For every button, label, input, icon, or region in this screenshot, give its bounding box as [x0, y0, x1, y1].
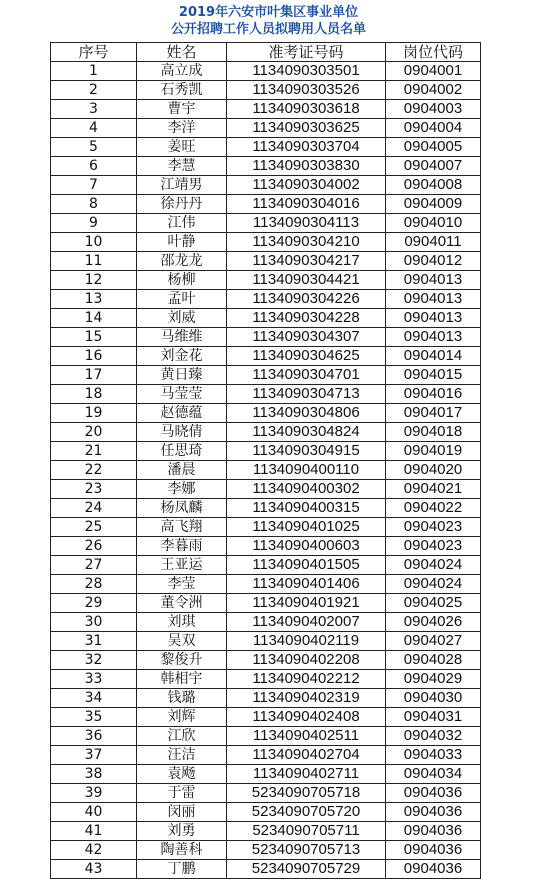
- title-line-1: 2019年六安市叶集区事业单位: [178, 5, 359, 20]
- cell-index: 37: [51, 746, 137, 765]
- cell-name: 杨柳: [137, 271, 227, 290]
- cell-name: 刘金花: [137, 347, 227, 366]
- cell-name: 黎俊升: [137, 651, 227, 670]
- header-post-code: 岗位代码: [386, 43, 481, 62]
- cell-index: 13: [51, 290, 137, 309]
- cell-exam-number: 1134090400302: [227, 480, 386, 499]
- table-row: [51, 651, 481, 670]
- cell-name: 杨凤麟: [137, 499, 227, 518]
- cell-post-code: 0904003: [386, 100, 481, 119]
- table-row: [51, 290, 481, 309]
- cell-exam-number: 1134090304713: [227, 385, 386, 404]
- cell-post-code: 0904026: [386, 613, 481, 632]
- table-row: [51, 62, 481, 81]
- cell-exam-number: 5234090705729: [227, 860, 386, 879]
- table-row: [51, 461, 481, 480]
- cell-post-code: 0904036: [386, 860, 481, 879]
- cell-index: 39: [51, 784, 137, 803]
- table-row: [51, 347, 481, 366]
- cell-name: 任思琦: [137, 442, 227, 461]
- cell-exam-number: 1134090401406: [227, 575, 386, 594]
- table-row: [51, 157, 481, 176]
- cell-name: 邵龙龙: [137, 252, 227, 271]
- table-row: [51, 746, 481, 765]
- table-row: [51, 100, 481, 119]
- table-row: [51, 575, 481, 594]
- cell-post-code: 0904008: [386, 176, 481, 195]
- cell-exam-number: 1134090402212: [227, 670, 386, 689]
- table-row: [51, 632, 481, 651]
- table-row: [51, 404, 481, 423]
- cell-name: 于雷: [137, 784, 227, 803]
- table-row: [51, 822, 481, 841]
- cell-post-code: 0904017: [386, 404, 481, 423]
- cell-index: 38: [51, 765, 137, 784]
- cell-index: 41: [51, 822, 137, 841]
- cell-index: 22: [51, 461, 137, 480]
- table-row: [51, 81, 481, 100]
- cell-name: 刘辉: [137, 708, 227, 727]
- cell-exam-number: 1134090304701: [227, 366, 386, 385]
- document-title: [0, 4, 537, 38]
- cell-index: 42: [51, 841, 137, 860]
- cell-index: 18: [51, 385, 137, 404]
- cell-name: 马维维: [137, 328, 227, 347]
- cell-exam-number: 1134090402711: [227, 765, 386, 784]
- cell-name: 闵丽: [137, 803, 227, 822]
- cell-exam-number: 1134090304824: [227, 423, 386, 442]
- table-row: [51, 138, 481, 157]
- cell-name: 李莹: [137, 575, 227, 594]
- cell-index: 9: [51, 214, 137, 233]
- cell-post-code: 0904005: [386, 138, 481, 157]
- cell-index: 6: [51, 157, 137, 176]
- cell-post-code: 0904028: [386, 651, 481, 670]
- table-row: [51, 233, 481, 252]
- cell-exam-number: 5234090705713: [227, 841, 386, 860]
- cell-post-code: 0904001: [386, 62, 481, 81]
- cell-exam-number: 1134090304307: [227, 328, 386, 347]
- cell-index: 32: [51, 651, 137, 670]
- cell-name: 刘勇: [137, 822, 227, 841]
- cell-exam-number: 1134090303618: [227, 100, 386, 119]
- cell-post-code: 0904011: [386, 233, 481, 252]
- cell-exam-number: 1134090401025: [227, 518, 386, 537]
- cell-post-code: 0904025: [386, 594, 481, 613]
- table-row: [51, 765, 481, 784]
- cell-name: 叶静: [137, 233, 227, 252]
- cell-index: 8: [51, 195, 137, 214]
- cell-post-code: 0904014: [386, 347, 481, 366]
- cell-index: 11: [51, 252, 137, 271]
- title-line-2: 公开招聘工作人员拟聘用人员名单: [170, 22, 366, 37]
- cell-index: 25: [51, 518, 137, 537]
- header-exam-number: 准考证号码: [227, 43, 386, 62]
- table-row: [51, 708, 481, 727]
- table-row: [51, 537, 481, 556]
- cell-index: 24: [51, 499, 137, 518]
- cell-post-code: 0904023: [386, 537, 481, 556]
- cell-post-code: 0904022: [386, 499, 481, 518]
- cell-name: 李娜: [137, 480, 227, 499]
- table-row: [51, 803, 481, 822]
- cell-exam-number: 1134090400603: [227, 537, 386, 556]
- cell-post-code: 0904013: [386, 271, 481, 290]
- cell-index: 33: [51, 670, 137, 689]
- cell-index: 29: [51, 594, 137, 613]
- cell-name: 吴双: [137, 632, 227, 651]
- table-row: [51, 480, 481, 499]
- cell-exam-number: 1134090402208: [227, 651, 386, 670]
- table-row: [51, 689, 481, 708]
- table-row: [51, 252, 481, 271]
- cell-post-code: 0904016: [386, 385, 481, 404]
- cell-exam-number: 5234090705720: [227, 803, 386, 822]
- cell-name: 江欣: [137, 727, 227, 746]
- cell-index: 30: [51, 613, 137, 632]
- cell-name: 徐丹丹: [137, 195, 227, 214]
- cell-exam-number: 1134090402511: [227, 727, 386, 746]
- table-row: [51, 385, 481, 404]
- cell-index: 4: [51, 119, 137, 138]
- cell-index: 7: [51, 176, 137, 195]
- cell-post-code: 0904024: [386, 556, 481, 575]
- cell-post-code: 0904004: [386, 119, 481, 138]
- cell-post-code: 0904033: [386, 746, 481, 765]
- cell-name: 陶善科: [137, 841, 227, 860]
- cell-post-code: 0904031: [386, 708, 481, 727]
- cell-index: 21: [51, 442, 137, 461]
- cell-index: 2: [51, 81, 137, 100]
- cell-exam-number: 1134090303526: [227, 81, 386, 100]
- cell-post-code: 0904021: [386, 480, 481, 499]
- cell-exam-number: 1134090304217: [227, 252, 386, 271]
- cell-index: 28: [51, 575, 137, 594]
- cell-exam-number: 1134090402704: [227, 746, 386, 765]
- cell-post-code: 0904013: [386, 309, 481, 328]
- cell-name: 董令洲: [137, 594, 227, 613]
- cell-name: 王亚运: [137, 556, 227, 575]
- cell-index: 3: [51, 100, 137, 119]
- cell-post-code: 0904036: [386, 784, 481, 803]
- cell-name: 潘晨: [137, 461, 227, 480]
- cell-index: 1: [51, 62, 137, 81]
- cell-name: 马莹莹: [137, 385, 227, 404]
- cell-exam-number: 1134090304210: [227, 233, 386, 252]
- cell-index: 5: [51, 138, 137, 157]
- cell-post-code: 0904036: [386, 822, 481, 841]
- cell-name: 丁鹏: [137, 860, 227, 879]
- table-row: [51, 328, 481, 347]
- table-row: [51, 119, 481, 138]
- table-row: [51, 784, 481, 803]
- cell-index: 27: [51, 556, 137, 575]
- cell-index: 26: [51, 537, 137, 556]
- table-row: [51, 442, 481, 461]
- cell-index: 12: [51, 271, 137, 290]
- cell-index: 16: [51, 347, 137, 366]
- cell-name: 钱璐: [137, 689, 227, 708]
- cell-exam-number: 1134090400110: [227, 461, 386, 480]
- cell-post-code: 0904012: [386, 252, 481, 271]
- cell-exam-number: 1134090401505: [227, 556, 386, 575]
- cell-index: 31: [51, 632, 137, 651]
- cell-index: 43: [51, 860, 137, 879]
- cell-post-code: 0904007: [386, 157, 481, 176]
- cell-name: 曹宇: [137, 100, 227, 119]
- table-row: [51, 423, 481, 442]
- cell-post-code: 0904010: [386, 214, 481, 233]
- cell-exam-number: 1134090304016: [227, 195, 386, 214]
- cell-post-code: 0904018: [386, 423, 481, 442]
- cell-exam-number: 1134090303501: [227, 62, 386, 81]
- header-index: 序号: [51, 43, 137, 62]
- cell-post-code: 0904013: [386, 328, 481, 347]
- cell-exam-number: 5234090705718: [227, 784, 386, 803]
- cell-name: 孟叶: [137, 290, 227, 309]
- cell-exam-number: 1134090303830: [227, 157, 386, 176]
- cell-post-code: 0904032: [386, 727, 481, 746]
- cell-name: 黄日臻: [137, 366, 227, 385]
- cell-post-code: 0904019: [386, 442, 481, 461]
- table-row: [51, 176, 481, 195]
- cell-name: 韩相宇: [137, 670, 227, 689]
- cell-name: 马晓倩: [137, 423, 227, 442]
- cell-name: 高立成: [137, 62, 227, 81]
- table-row: [51, 366, 481, 385]
- table-row: [51, 670, 481, 689]
- cell-post-code: 0904015: [386, 366, 481, 385]
- cell-post-code: 0904027: [386, 632, 481, 651]
- header-name: 姓名: [137, 43, 227, 62]
- table-row: [51, 860, 481, 879]
- cell-exam-number: 1134090304806: [227, 404, 386, 423]
- table-row: [51, 841, 481, 860]
- table-row: [51, 214, 481, 233]
- cell-exam-number: 1134090402408: [227, 708, 386, 727]
- cell-index: 40: [51, 803, 137, 822]
- cell-exam-number: 1134090304226: [227, 290, 386, 309]
- cell-post-code: 0904023: [386, 518, 481, 537]
- table-row: [51, 556, 481, 575]
- table-body: [51, 62, 481, 879]
- cell-post-code: 0904034: [386, 765, 481, 784]
- table-row: [51, 195, 481, 214]
- cell-exam-number: 1134090304002: [227, 176, 386, 195]
- cell-exam-number: 1134090402119: [227, 632, 386, 651]
- cell-exam-number: 1134090400315: [227, 499, 386, 518]
- cell-post-code: 0904029: [386, 670, 481, 689]
- table-row: [51, 518, 481, 537]
- cell-name: 汪洁: [137, 746, 227, 765]
- cell-name: 高飞翔: [137, 518, 227, 537]
- cell-exam-number: 1134090304421: [227, 271, 386, 290]
- hire-list-table: [50, 42, 481, 879]
- cell-post-code: 0904024: [386, 575, 481, 594]
- cell-index: 35: [51, 708, 137, 727]
- cell-index: 19: [51, 404, 137, 423]
- cell-post-code: 0904020: [386, 461, 481, 480]
- cell-exam-number: 1134090402007: [227, 613, 386, 632]
- table-row: [51, 271, 481, 290]
- cell-index: 15: [51, 328, 137, 347]
- cell-name: 姜旺: [137, 138, 227, 157]
- cell-index: 17: [51, 366, 137, 385]
- cell-index: 34: [51, 689, 137, 708]
- cell-exam-number: 1134090402319: [227, 689, 386, 708]
- cell-post-code: 0904036: [386, 841, 481, 860]
- table-row: [51, 727, 481, 746]
- cell-name: 刘威: [137, 309, 227, 328]
- table-row: [51, 309, 481, 328]
- cell-exam-number: 1134090304625: [227, 347, 386, 366]
- cell-post-code: 0904002: [386, 81, 481, 100]
- cell-exam-number: 5234090705711: [227, 822, 386, 841]
- cell-name: 江伟: [137, 214, 227, 233]
- cell-exam-number: 1134090304915: [227, 442, 386, 461]
- cell-exam-number: 1134090304228: [227, 309, 386, 328]
- cell-post-code: 0904036: [386, 803, 481, 822]
- table-row: [51, 613, 481, 632]
- cell-exam-number: 1134090401921: [227, 594, 386, 613]
- table-row: [51, 594, 481, 613]
- cell-name: 李慧: [137, 157, 227, 176]
- cell-index: 20: [51, 423, 137, 442]
- cell-post-code: 0904013: [386, 290, 481, 309]
- cell-index: 10: [51, 233, 137, 252]
- cell-post-code: 0904030: [386, 689, 481, 708]
- cell-name: 石秀凯: [137, 81, 227, 100]
- cell-name: 赵德蕴: [137, 404, 227, 423]
- cell-index: 23: [51, 480, 137, 499]
- cell-post-code: 0904009: [386, 195, 481, 214]
- cell-name: 袁飏: [137, 765, 227, 784]
- cell-name: 刘琪: [137, 613, 227, 632]
- cell-name: 江靖男: [137, 176, 227, 195]
- cell-index: 14: [51, 309, 137, 328]
- cell-exam-number: 1134090303704: [227, 138, 386, 157]
- cell-name: 李洋: [137, 119, 227, 138]
- cell-exam-number: 1134090303625: [227, 119, 386, 138]
- cell-exam-number: 1134090304113: [227, 214, 386, 233]
- cell-name: 李暮雨: [137, 537, 227, 556]
- table-row: [51, 499, 481, 518]
- cell-index: 36: [51, 727, 137, 746]
- table-header-row: [51, 43, 481, 62]
